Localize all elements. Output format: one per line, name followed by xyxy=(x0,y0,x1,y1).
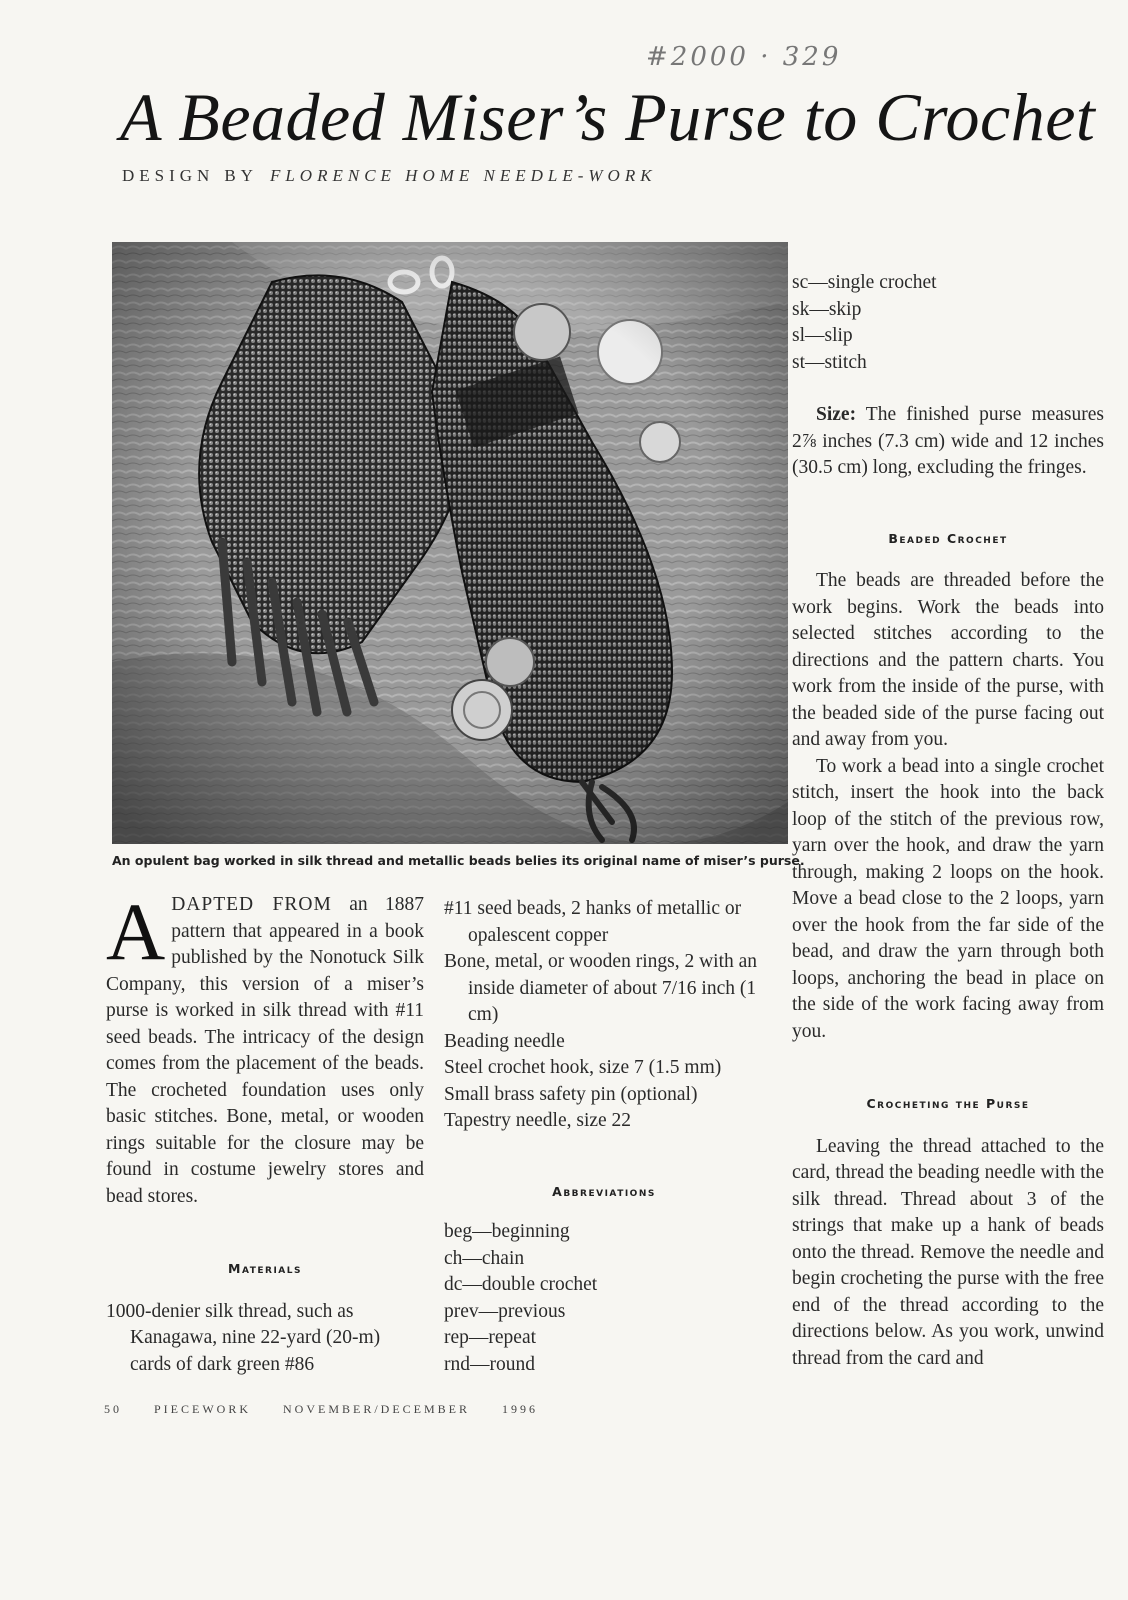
page-number: 50 xyxy=(104,1402,122,1416)
photo-caption: An opulent bag worked in silk thread and metallic beads belies its original name of miser’s purse. xyxy=(112,853,805,868)
materials-item: #11 seed beads, 2 hanks of metallic or opalescent copper xyxy=(444,898,742,946)
issue-year: 1996 xyxy=(502,1402,539,1416)
abbreviation-item: dc—double crochet xyxy=(444,1274,598,1295)
abbreviation-item: ch—chain xyxy=(444,1247,525,1269)
materials-heading: Materials xyxy=(228,1261,302,1276)
column-2 xyxy=(444,896,764,1378)
beaded-crochet-paragraph: To work a bead into a single crochet stitch, insert the hook into the back loop of the stitch of the previous row, yarn over the hook, and draw the yarn through, making 2 loops on the hook. Move a bead close to the 2 loops, yarn over the hook from the far side of the bead, and draw the yarn through both loops, anchoring the bead in place on the side of the work facing away from you. xyxy=(792,755,1104,1042)
abbreviation-item: sl—slip xyxy=(792,325,853,346)
byline xyxy=(122,166,657,186)
materials-item: 1000-denier silk thread, such as Kanagawa, nine 22-yard (20-m) cards of dark green #86 xyxy=(106,1300,381,1375)
byline-source: FLORENCE HOME NEEDLE-WORK xyxy=(269,166,657,185)
abbreviations-list-part2 xyxy=(792,270,1104,376)
size-label: Size: xyxy=(816,404,857,425)
abbreviation-item: beg—beginning xyxy=(444,1221,570,1242)
materials-item: Steel crochet hook, size 7 (1.5 mm) xyxy=(444,1057,722,1078)
column-3 xyxy=(792,270,1104,1372)
beaded-crochet-paragraph: The beads are threaded before the work begins. Work the beads into selected stitches according to the directions and the pattern charts. You work from the inside of the purse, with the beaded side of the purse facing out and away from you. xyxy=(792,570,1104,750)
drop-cap: A xyxy=(106,886,166,977)
beaded-crochet-heading: Beaded Crochet xyxy=(888,530,1008,546)
materials-item: Small brass safety pin (optional) xyxy=(444,1083,698,1105)
issue-name: NOVEMBER/DECEMBER xyxy=(283,1402,471,1416)
materials-item: Bone, metal, or wooden rings, 2 with an inside diameter of about 7/16 inch (1 cm) xyxy=(444,951,758,1025)
materials-item: Tapestry needle, size 22 xyxy=(444,1110,632,1131)
crocheting-purse-heading: Crocheting the Purse xyxy=(866,1096,1030,1111)
abbreviations-heading: Abbreviations xyxy=(552,1183,656,1199)
intro-lead-caps: DAPTED FROM xyxy=(171,894,332,915)
magazine-name: PIECEWORK xyxy=(154,1402,251,1416)
abbreviation-item: st—stitch xyxy=(792,351,867,373)
materials-item: Beading needle xyxy=(444,1030,565,1052)
intro-text: an 1887 pattern that appeared in a book published by the Nonotuck Silk Company, this version of a miser’s purse is worked in silk thread with #11 seed beads. The intricacy of the design comes from the placement of the beads. The crocheted foundation uses only basic stitches. Bone, metal, or wooden rings suitable for the closure may be found in costume jewelry stores and bead stores. xyxy=(106,894,425,1207)
handwritten-accession-note: #2000 · 329 xyxy=(646,42,842,72)
purse-photo xyxy=(112,242,788,844)
page-footer xyxy=(104,1402,564,1417)
column-1 xyxy=(106,886,425,1378)
intro-paragraph xyxy=(106,886,425,1210)
size-text: The finished purse measures 2⅞ inches (7.3 cm) wide and 12 inches (30.5 cm) long, excluding the fringes. xyxy=(792,404,1104,478)
abbreviation-item: sc—single crochet xyxy=(792,272,937,293)
crocheting-purse-paragraph: Leaving the thread attached to the card, thread the beading needle with the silk thread. Thread about 3 of the strings that make up a hank of beads onto the thread. Remove the needle and begin crocheting the purse with the free end of the thread according to the directions below. As you work, unwind thread from the card and xyxy=(792,1135,1104,1369)
abbreviation-item: rep—repeat xyxy=(444,1327,537,1348)
size-paragraph xyxy=(792,402,1104,482)
abbreviation-item: rnd—round xyxy=(444,1353,535,1375)
abbreviation-item: sk—skip xyxy=(792,298,862,320)
byline-by: BY xyxy=(224,166,258,185)
article-title: A Beaded Miser’s Purse to Crochet xyxy=(120,79,1096,155)
abbreviation-item: prev—previous xyxy=(444,1300,566,1322)
byline-design: DESIGN xyxy=(122,166,215,185)
abbreviations-list-part1 xyxy=(444,1219,764,1378)
